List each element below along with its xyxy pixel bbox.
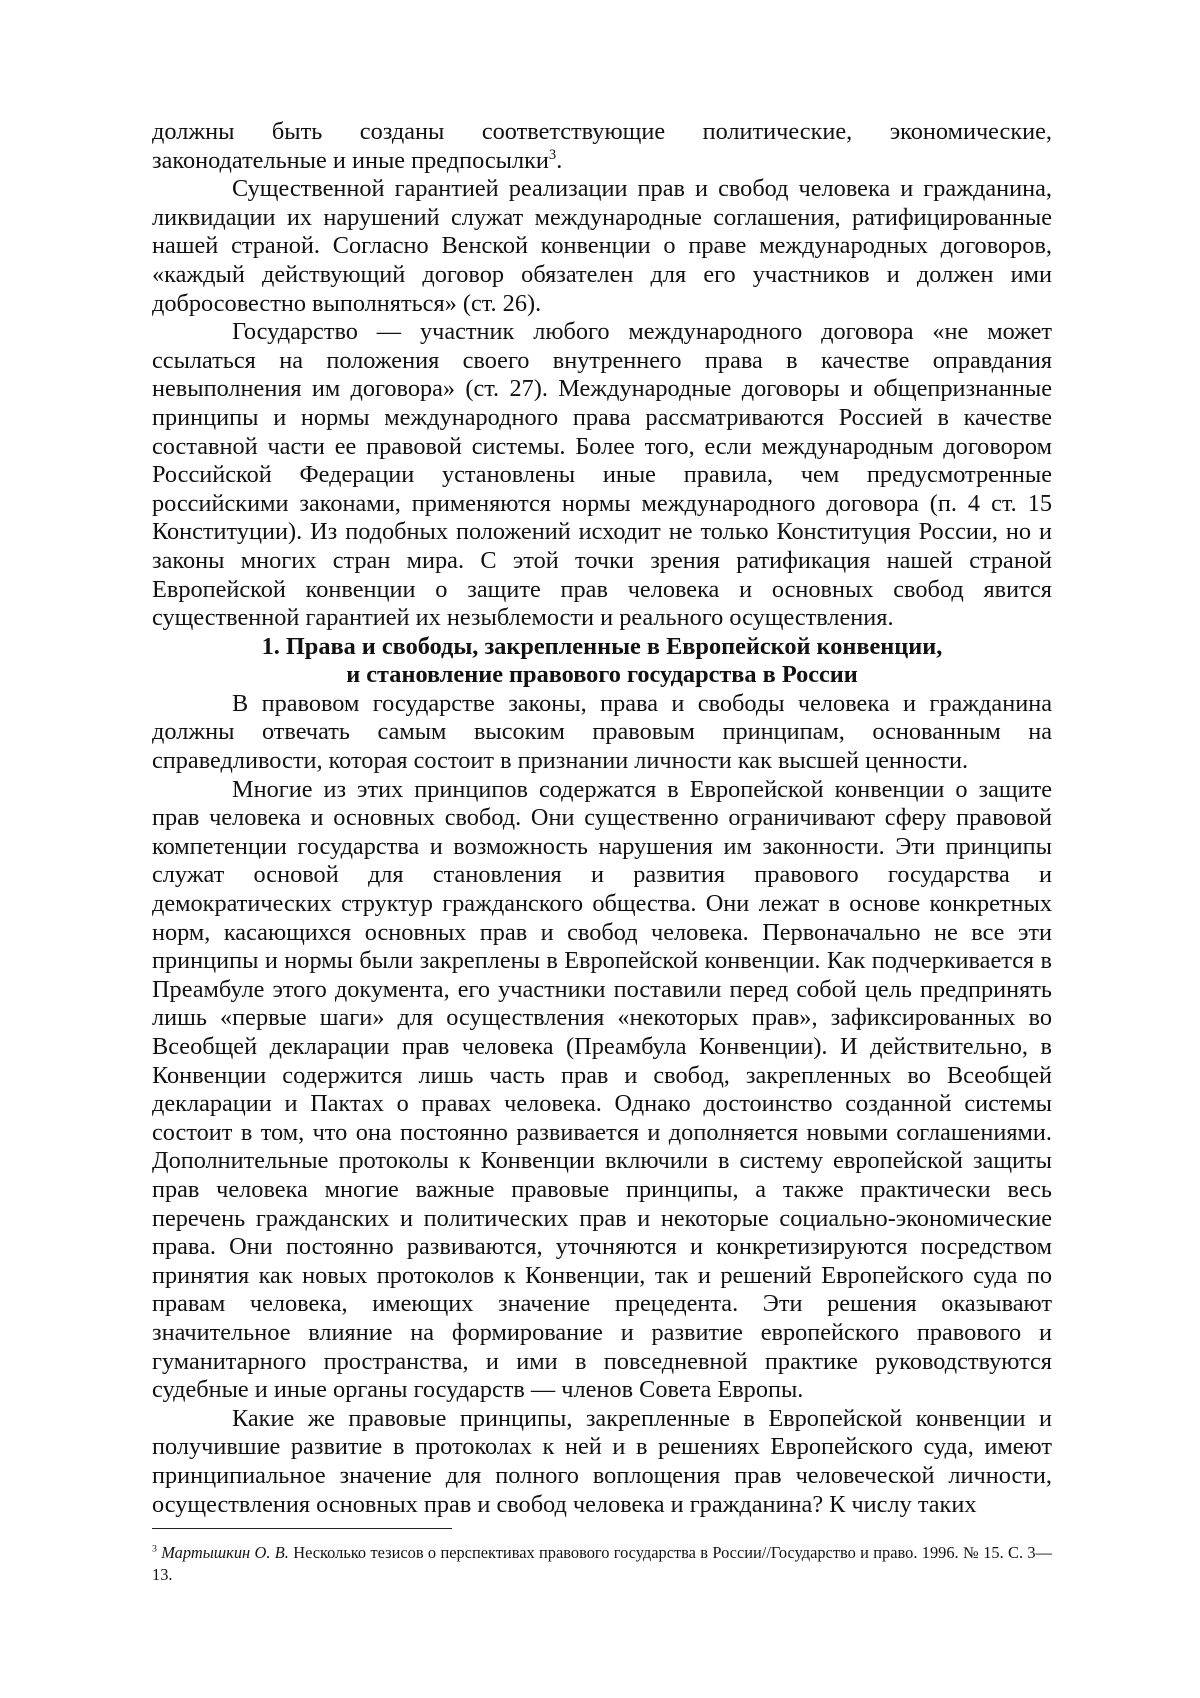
footnote-marker: 3 bbox=[152, 1543, 157, 1555]
section-heading-line: 1. Права и свободы, закрепленные в Европейской конвенции, bbox=[261, 632, 943, 660]
footnote bbox=[152, 1542, 1052, 1586]
paragraph: Какие же правовые принципы, закрепленные в Европейской конвенции и получившие развитие в протоколах к ней и в решениях Европейского суда, имеют принципиальное значение для полного воплощения прав человеческой личности, осуществления основных прав и свобод человека и гражданина? К числу таких bbox=[152, 1404, 1052, 1518]
footnote-separator bbox=[152, 1528, 452, 1529]
paragraph-text-tail: . bbox=[556, 146, 563, 174]
paragraph: Государство — участник любого международного договора «не может ссылаться на положения своего внутреннего права в качестве оправдания невыполнения им договора» (ст. 27). Международные договоры и общепризнанные принципы и нормы международного права рассматриваются Россией в качестве составной части ее правовой системы. Более того, если международным договором Российской Федерации установлены иные правила, чем предусмотренные российскими законами, применяются нормы международного договора (п. 4 ст. 15 Конституции). Из подобных положений исходит не только Конституция России, но и законы многих стран мира. С этой точки зрения ратификация нашей страной Европейской конвенции о защите прав человека и основных свобод явится существенной гарантией их незыблемости и реального осуществления. bbox=[152, 318, 1052, 632]
section-heading bbox=[152, 633, 1052, 690]
paragraph: Многие из этих принципов содержатся в Европейской конвенции о защите прав человека и основных свобод. Они существенно ограничивают сферу правовой компетенции государства и возможность нарушения им законности. Эти принципы служат основой для становления и развития правового государства и демократических структур гражданского общества. Они лежат в основе конкретных норм, касающихся основных прав и свобод человека. Первоначально не все эти принципы и нормы были закреплены в Европейской конвенции. Как подчеркивается в Преамбуле этого документа, его участники поставили перед собой цель предпринять лишь «первые шаги» для осуществления «некоторых прав», зафиксированных во Всеобщей декларации прав человека (Преамбула Конвенции). И действительно, в Конвенции содержится лишь часть прав и свобод, закрепленных во Всеобщей декларации и Пактах о правах человека. Однако достоинство созданной системы состоит в том, что она постоянно развивается и дополняется новыми соглашениями. Дополнительные протоколы к Конвенции включили в систему европейской защиты прав человека многие важные правовые принципы, а также практически весь перечень гражданских и политических прав и некоторые социально-экономические права. Они постоянно развиваются, уточняются и конкретизируются посредством принятия как новых протоколов к Конвенции, так и решений Европейского суда по правам человека, имеющих значение прецедента. Эти решения оказывают значительное влияние на формирование и развитие европейского правового и гуманитарного пространства, и ими в повседневной практике руководствуются судебные и иные органы государств — членов Совета Европы. bbox=[152, 775, 1052, 1404]
footnote-reference: 3 bbox=[548, 146, 557, 163]
footnote-text: Несколько тезисов о перспективах правового государства в России//Государство и право. 1996. № 15. С. 3—13. bbox=[152, 1543, 1052, 1584]
paragraph: В правовом государстве законы, права и свободы человека и гражданина должны отвечать самым высоким правовым принципам, основанным на справедливости, которая состоит в признании личности как высшей ценности. bbox=[152, 689, 1052, 775]
paragraph-continuation bbox=[152, 118, 1052, 175]
paragraph: Существенной гарантией реализации прав и свобод человека и гражданина, ликвидации их нарушений служат международные соглашения, ратифицированные нашей страной. Согласно Венской конвенции о праве международных договоров, «каждый действующий договор обязателен для его участников и должен ими добросовестно выполняться» (ст. 26). bbox=[152, 175, 1052, 317]
section-heading-line: и становление правового государства в России bbox=[346, 661, 858, 689]
page-body bbox=[152, 118, 1052, 1519]
footnote-author: Мартышкин О. В. bbox=[161, 1543, 289, 1562]
paragraph-text: должны быть созданы соответствующие политические, экономические, законодательные и иные предпосылки bbox=[152, 118, 1052, 174]
